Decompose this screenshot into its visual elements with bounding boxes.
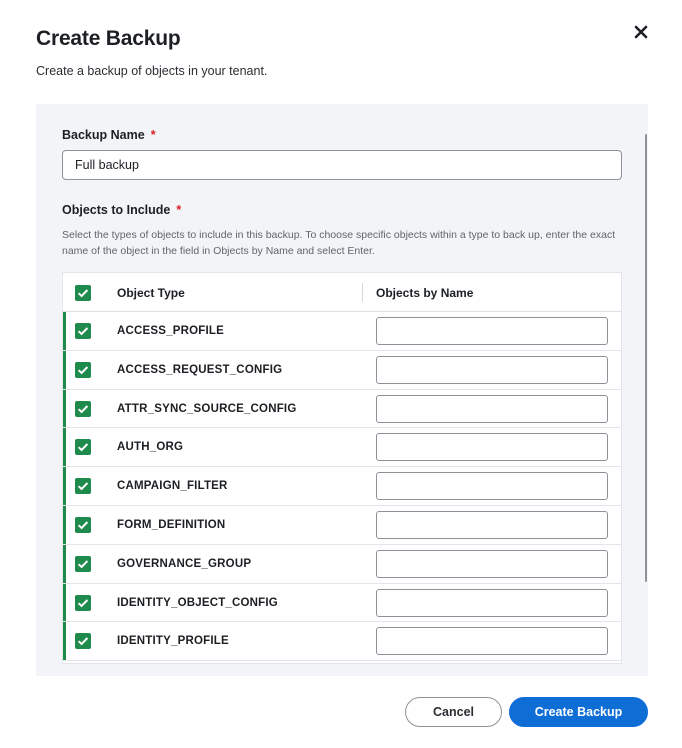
row-checkbox[interactable] bbox=[75, 478, 91, 494]
table-row bbox=[63, 312, 622, 351]
checkmark-icon bbox=[75, 633, 91, 649]
row-checkbox[interactable] bbox=[75, 401, 91, 417]
object-type-label: FORM_DEFINITION bbox=[117, 518, 226, 531]
scrollbar[interactable] bbox=[645, 134, 647, 582]
modal-title: Create Backup bbox=[36, 27, 181, 50]
row-selected-indicator bbox=[63, 467, 66, 505]
object-type-label: IDENTITY_PROFILE bbox=[117, 635, 229, 648]
objects-by-name-input[interactable] bbox=[376, 472, 608, 500]
modal-subtitle: Create a backup of objects in your tenant. bbox=[36, 64, 268, 78]
backup-name-label bbox=[62, 128, 156, 142]
object-type-label: GOVERNANCE_GROUP bbox=[117, 557, 252, 570]
column-header-objects-by-name[interactable]: Objects by Name bbox=[376, 286, 474, 300]
row-selected-indicator bbox=[63, 622, 66, 660]
row-selected-indicator bbox=[63, 351, 66, 389]
checkmark-icon bbox=[75, 595, 91, 611]
backup-name-label-text: Backup Name bbox=[62, 128, 145, 142]
objects-by-name-input[interactable] bbox=[376, 550, 608, 578]
required-marker: * bbox=[176, 203, 182, 217]
table-row bbox=[63, 584, 622, 623]
checkmark-icon bbox=[75, 362, 91, 378]
column-header-object-type[interactable]: Object Type bbox=[117, 286, 185, 300]
objects-label-text: Objects to Include bbox=[62, 203, 171, 217]
required-marker: * bbox=[150, 128, 156, 142]
objects-table bbox=[62, 272, 622, 664]
close-button[interactable] bbox=[630, 21, 652, 43]
object-type-label: ATTR_SYNC_SOURCE_CONFIG bbox=[117, 402, 297, 415]
checkmark-icon bbox=[75, 556, 91, 572]
row-checkbox[interactable] bbox=[75, 633, 91, 649]
row-checkbox[interactable] bbox=[75, 556, 91, 572]
objects-by-name-input[interactable] bbox=[376, 317, 608, 345]
objects-label bbox=[62, 203, 181, 217]
table-row bbox=[63, 506, 622, 545]
select-all-checkbox[interactable] bbox=[75, 285, 91, 301]
row-checkbox[interactable] bbox=[75, 595, 91, 611]
checkmark-icon bbox=[75, 401, 91, 417]
row-checkbox[interactable] bbox=[75, 362, 91, 378]
create-backup-button[interactable]: Create Backup bbox=[509, 697, 648, 727]
cancel-button[interactable]: Cancel bbox=[405, 697, 502, 727]
table-header bbox=[63, 273, 622, 312]
objects-by-name-input[interactable] bbox=[376, 395, 608, 423]
row-checkbox[interactable] bbox=[75, 439, 91, 455]
row-selected-indicator bbox=[63, 312, 66, 350]
backup-name-input[interactable] bbox=[62, 150, 622, 180]
checkmark-icon bbox=[75, 517, 91, 533]
row-selected-indicator bbox=[63, 506, 66, 544]
objects-by-name-input[interactable] bbox=[376, 627, 608, 655]
objects-by-name-input[interactable] bbox=[376, 511, 608, 539]
table-row bbox=[63, 467, 622, 506]
table-row bbox=[63, 351, 622, 390]
object-type-label: ACCESS_PROFILE bbox=[117, 325, 224, 337]
close-icon bbox=[630, 21, 652, 43]
object-type-label: IDENTITY_OBJECT_CONFIG bbox=[117, 596, 278, 609]
table-row bbox=[63, 428, 622, 467]
row-selected-indicator bbox=[63, 428, 66, 466]
table-rows bbox=[63, 312, 622, 661]
table-row bbox=[63, 622, 622, 661]
table-row bbox=[63, 545, 622, 584]
checkmark-icon bbox=[75, 439, 91, 455]
object-type-label: AUTH_ORG bbox=[117, 441, 184, 454]
row-checkbox[interactable] bbox=[75, 323, 91, 339]
row-checkbox[interactable] bbox=[75, 517, 91, 533]
object-type-label: ACCESS_REQUEST_CONFIG bbox=[117, 363, 283, 376]
checkmark-icon bbox=[75, 478, 91, 494]
object-type-label: CAMPAIGN_FILTER bbox=[117, 480, 228, 493]
objects-by-name-input[interactable] bbox=[376, 433, 608, 461]
checkmark-icon bbox=[75, 285, 91, 301]
row-selected-indicator bbox=[63, 545, 66, 583]
row-selected-indicator bbox=[63, 390, 66, 428]
column-divider bbox=[362, 283, 363, 302]
objects-by-name-input[interactable] bbox=[376, 589, 608, 617]
objects-by-name-input[interactable] bbox=[376, 356, 608, 384]
objects-helper-text: Select the types of objects to include in this backup. To choose specific objects within a type to back up, enter the exact name of the object in the field in Objects by Name and select Enter. bbox=[62, 229, 616, 257]
table-row bbox=[63, 390, 622, 429]
checkmark-icon bbox=[75, 323, 91, 339]
row-selected-indicator bbox=[63, 584, 66, 622]
